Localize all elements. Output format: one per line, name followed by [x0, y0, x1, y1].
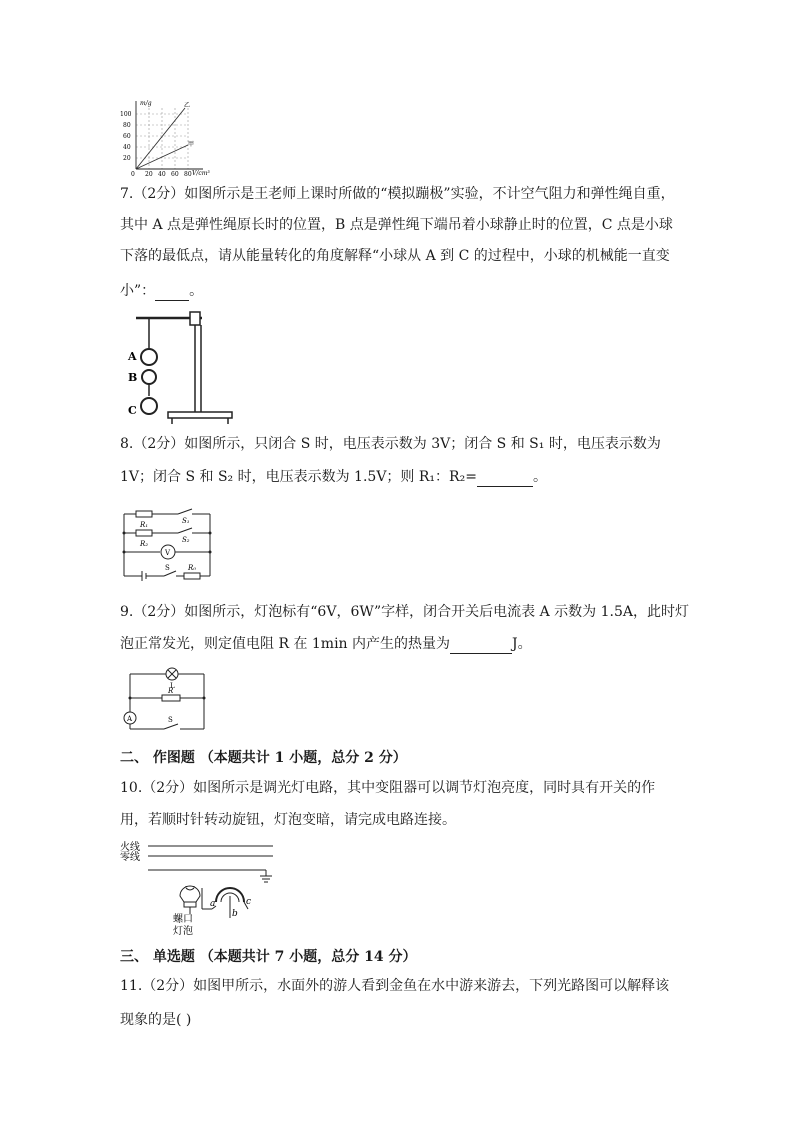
x-tick: 60 — [171, 171, 179, 176]
bungee-figure — [122, 308, 242, 428]
label-s: S — [165, 564, 170, 572]
label-r1: R₁ — [140, 521, 149, 529]
label-r2: R₂ — [140, 540, 149, 548]
q8-line-1: 8.（2分）如图所示，只闭合 S 时，电压表示数为 3V；闭合 S 和 S₁ 时，电压表示数为 — [120, 436, 661, 452]
point-b: B — [128, 371, 138, 384]
x-tick: 20 — [145, 171, 153, 176]
answer-blank[interactable] — [155, 286, 189, 301]
label-r0: R₀ — [188, 564, 197, 572]
x-axis-label: V/cm³ — [192, 170, 210, 176]
y-tick: 80 — [123, 122, 131, 129]
series-label-jia: 甲 — [188, 141, 195, 148]
q8-line-2-text: 1V；闭合 S 和 S₂ 时，电压表示数为 1.5V；则 R₁：R₂= — [120, 469, 477, 485]
label-lamp: L — [170, 682, 175, 690]
q7-line-2: 其中 A 点是弹性绳原长时的位置，B 点是弹性绳下端吊着小球静止时的位置，C 点是小球 — [120, 217, 673, 233]
point-c: C — [128, 404, 137, 417]
dimmer-circuit-figure — [118, 836, 278, 936]
series-label-yi: 乙 — [184, 102, 191, 109]
series-yi-line — [136, 108, 185, 169]
label-ammeter: A — [127, 715, 133, 723]
y-axis-label: m/g — [140, 100, 152, 107]
terminal-b: b — [232, 909, 238, 919]
q9-line-2 — [120, 634, 532, 654]
y-tick: 100 — [120, 111, 132, 118]
y-tick: 40 — [123, 144, 131, 151]
x-tick: 40 — [158, 171, 166, 176]
y-tick: 20 — [123, 155, 131, 162]
q10-line-1: 10.（2分）如图所示是调光灯电路，其中变阻器可以调节灯泡亮度，同时具有开关的作 — [120, 780, 656, 796]
answer-blank[interactable] — [477, 472, 533, 487]
label-bulb-line1: 螺口 — [173, 914, 193, 925]
q8-line-2 — [120, 467, 547, 487]
q9-line-1: 9.（2分）如图所示，灯泡标有“6V，6W”字样，闭合开关后电流表 A 示数为 1.5A，此时灯 — [120, 604, 689, 620]
label-switch: S — [168, 716, 173, 724]
q8-line-2-end: 。 — [532, 469, 547, 485]
circuit-q8 — [118, 506, 218, 586]
section-3-heading: 三、 单选题 （本题共计 7 小题，总分 14 分） — [120, 949, 417, 965]
label-s1: S₁ — [182, 517, 190, 525]
mass-volume-graph — [118, 96, 218, 176]
terminal-c: c — [246, 897, 252, 907]
label-neutral-wire: 零线 — [120, 852, 140, 863]
answer-blank[interactable] — [450, 639, 512, 654]
q7-line-4 — [120, 281, 203, 301]
q7-line-4-end: 。 — [189, 283, 204, 299]
section-2-heading: 二、 作图题 （本题共计 1 小题，总分 2 分） — [120, 750, 407, 766]
circuit-q9 — [118, 660, 218, 736]
q9-line-2-end: J。 — [512, 636, 532, 652]
label-bulb-line2: 灯泡 — [173, 926, 193, 936]
label-live-wire: 火线 — [120, 842, 140, 853]
x-tick: 80 — [184, 171, 192, 176]
q9-line-2-text: 泡正常发光，则定值电阻 R 在 1min 内产生的热量为 — [120, 636, 451, 652]
q11-line-2: 现象的是( ) — [120, 1012, 192, 1028]
q7-line-4-text: 小”： — [120, 283, 156, 299]
point-a: A — [128, 350, 137, 363]
q7-line-3: 下落的最低点，请从能量转化的角度解释“小球从 A 到 C 的过程中，小球的机械能一直变 — [120, 248, 670, 264]
label-s2: S₂ — [182, 536, 190, 544]
y-tick: 60 — [123, 133, 131, 140]
label-voltmeter: V — [165, 549, 171, 557]
label-r: R — [168, 687, 174, 695]
q11-line-1: 11.（2分）如图甲所示，水面外的游人看到金鱼在水中游来游去，下列光路图可以解释该 — [120, 978, 670, 994]
x-tick: 0 — [131, 171, 135, 176]
q7-line-1: 7.（2分）如图所示是王老师上课时所做的“模拟蹦极”实验，不计空气阻力和弹性绳自重， — [120, 186, 675, 202]
terminal-a: a — [210, 899, 216, 909]
q10-line-2: 用，若顺时针转动旋钮，灯泡变暗，请完成电路连接。 — [120, 812, 456, 828]
